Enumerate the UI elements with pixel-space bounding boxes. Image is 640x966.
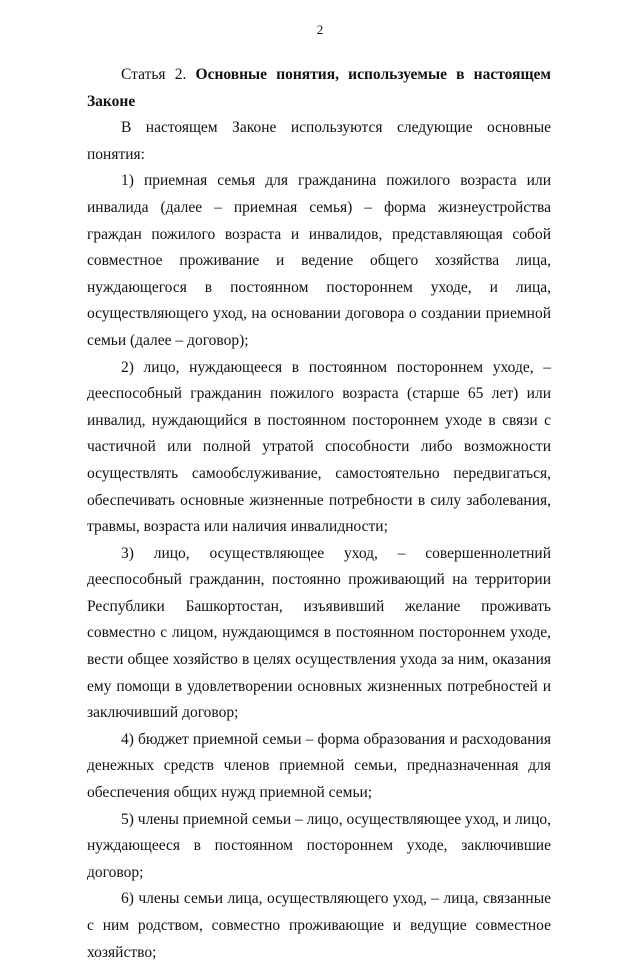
definition-paragraph-2: 2) лицо, нуждающееся в постоянном постороннем уходе, – дееспособный гражданин пожилого возраста (старше 65 лет) или инвалид, нуждающийся в постоянном постороннем уходе в связи с частичной или полной утратой способности либо возможности осуществлять самообслуживание, самостоятельно передвигаться, обеспечивать основные жизненные потребности в силу заболевания, травмы, возраста или наличия инвалидности;	[87, 358, 551, 536]
definition-paragraph-6: 6) члены семьи лица, осуществляющего уход, – лица, связанные с ним родством, совместно проживающие и ведущие совместное хозяйство;	[87, 890, 551, 961]
document-body	[87, 62, 551, 966]
definition-paragraph-1: 1) приемная семья для гражданина пожилого возраста или инвалида (далее – приемная семья) – форма жизнеустройства граждан пожилого возраста и инвалидов, представляющая собой совместное проживание и ведение общего хозяйства лица, нуждающегося в постоянном постороннем уходе, и лица, осуществляющего уход, на основании договора о создании приемной семьи (далее – договор);	[87, 172, 551, 349]
page-number: 2	[316, 22, 324, 37]
definition-paragraph-3: 3) лицо, осуществляющее уход, – совершеннолетний дееспособный гражданин, постоянно проживающий на территории Республики Башкортостан, изъявивший желание проживать совместно с лицом, нуждающимся в постоянном постороннем уходе, вести общее хозяйство в целях осуществления ухода за ним, оказания ему помощи в удовлетворении основных жизненных потребностей и заключивший договор;	[87, 544, 551, 722]
article-title: Основные понятия, используемые в настоящем Законе	[87, 66, 551, 110]
definition-paragraph-4: 4) бюджет приемной семьи – форма образования и расходования денежных средств членов приемной семьи, предназначенная для обеспечения общих нужд приемной семьи;	[87, 730, 551, 802]
article-heading	[87, 62, 551, 115]
intro-paragraph: В настоящем Законе используются следующие основные понятия:	[87, 119, 551, 163]
definition-paragraph-5: 5) члены приемной семьи – лицо, осуществляющее уход, и лицо, нуждающееся в постоянном постороннем уходе, заключившие договор;	[87, 810, 551, 881]
article-prefix: Статья 2.	[121, 66, 196, 83]
